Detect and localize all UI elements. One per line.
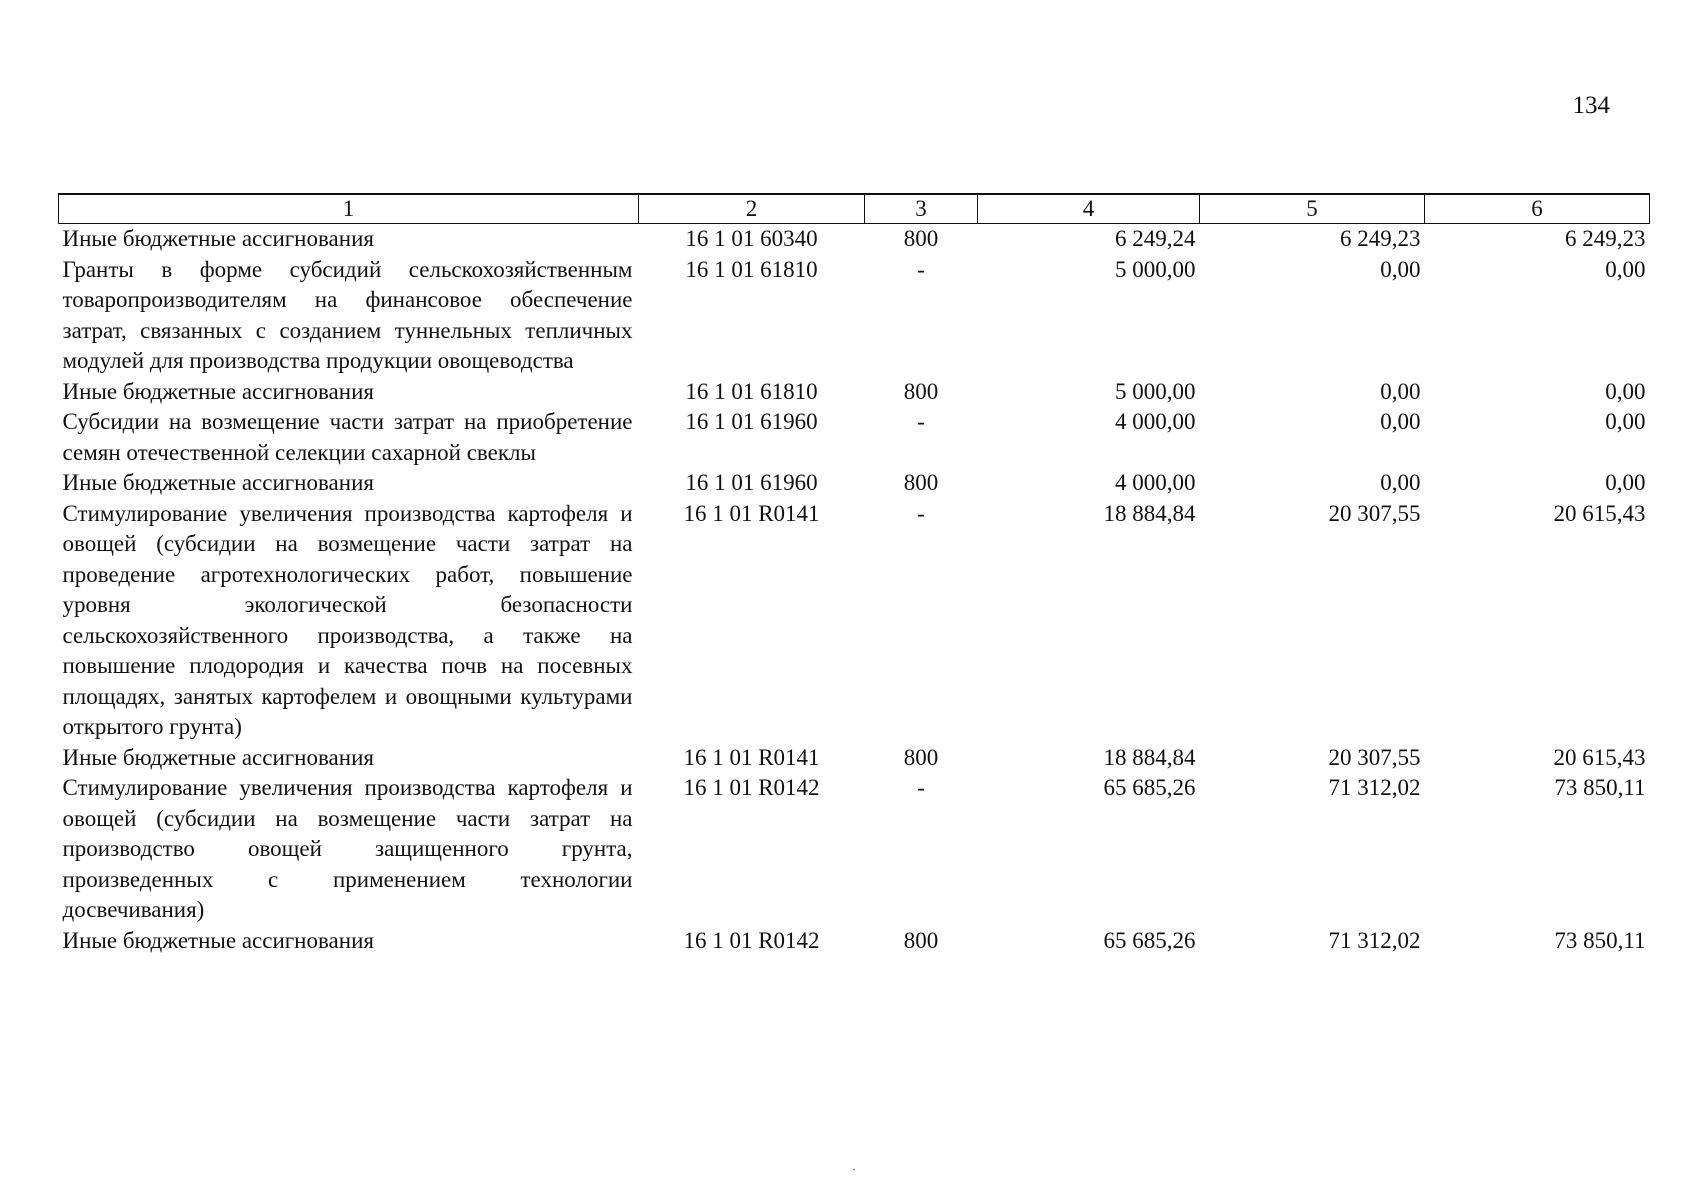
column-header: 1 xyxy=(59,194,639,224)
row-value-3: 0,00 xyxy=(1605,409,1646,434)
row-name: Иные бюджетные ассигнования xyxy=(62,378,374,404)
row-value-1: 5 000,00 xyxy=(1115,378,1196,404)
column-header: 5 xyxy=(1200,194,1425,224)
row-code: 16 1 01 61810 xyxy=(685,256,818,282)
row-value-2: 0,00 xyxy=(1380,256,1421,282)
row-name: Стимулирование увеличения производства картофеля и овощей (субсидии на возмещение части затрат на производство овощей защищенного грунта, произведенных с применением технологии досвечивания) xyxy=(62,775,633,922)
table-row xyxy=(59,499,1650,743)
row-value-3: 0,00 xyxy=(1605,378,1646,404)
table-row xyxy=(59,773,1650,926)
budget-table xyxy=(58,193,1650,956)
table-row xyxy=(59,743,1650,774)
row-value-3: 20 615,43 xyxy=(1553,500,1646,526)
row-value-1: 4 000,00 xyxy=(1115,470,1196,495)
row-value-2: 0,00 xyxy=(1380,378,1421,404)
row-value-1: 5 000,00 xyxy=(1115,256,1196,282)
row-value-2: 20 307,55 xyxy=(1328,500,1421,526)
row-kvr: 800 xyxy=(903,927,939,953)
column-header: 4 xyxy=(978,194,1200,224)
row-value-3: 73 850,11 xyxy=(1554,927,1646,953)
scan-speck: ˎ xyxy=(852,1157,856,1171)
row-value-2: 71 312,02 xyxy=(1328,927,1421,953)
row-name: Гранты в форме субсидий сельскохозяйственным товаропроизводителям на финансовое обеспечение затрат, связанных с созданием туннельных тепличных модулей для производства продукции овощеводства xyxy=(62,256,633,373)
row-value-3: 6 249,23 xyxy=(1565,226,1646,251)
row-value-1: 4 000,00 xyxy=(1115,409,1196,434)
column-header: 2 xyxy=(639,194,865,224)
row-kvr: 800 xyxy=(903,470,939,495)
row-code: 16 1 01 R0142 xyxy=(683,775,820,800)
row-code: 16 1 01 61960 xyxy=(685,470,818,495)
row-kvr: - xyxy=(917,256,925,282)
table-row xyxy=(59,377,1650,408)
row-value-3: 20 615,43 xyxy=(1553,744,1646,770)
column-header: 6 xyxy=(1425,194,1650,224)
row-kvr: - xyxy=(917,775,925,800)
row-value-2: 71 312,02 xyxy=(1328,775,1421,800)
row-kvr: 800 xyxy=(903,226,939,251)
row-code: 16 1 01 60340 xyxy=(685,226,818,251)
row-value-3: 0,00 xyxy=(1605,256,1646,282)
table-row xyxy=(59,255,1650,377)
row-code: 16 1 01 61960 xyxy=(685,409,818,434)
table-row xyxy=(59,224,1650,255)
table-row xyxy=(59,407,1650,468)
row-value-1: 18 884,84 xyxy=(1103,744,1196,770)
row-value-1: 18 884,84 xyxy=(1103,500,1196,526)
row-value-2: 6 249,23 xyxy=(1340,226,1421,251)
row-value-1: 65 685,26 xyxy=(1103,775,1196,800)
page-number: 134 xyxy=(1572,92,1610,119)
row-code: 16 1 01 61810 xyxy=(685,378,818,404)
row-value-3: 0,00 xyxy=(1605,470,1646,495)
row-kvr: 800 xyxy=(903,744,939,770)
header-row xyxy=(59,194,1650,224)
row-name: Иные бюджетные ассигнования xyxy=(62,744,374,770)
table-row xyxy=(59,926,1650,957)
row-value-2: 20 307,55 xyxy=(1328,744,1421,770)
row-name: Иные бюджетные ассигнования xyxy=(62,226,374,251)
table-row xyxy=(59,468,1650,499)
row-code: 16 1 01 R0142 xyxy=(683,927,820,953)
row-kvr: - xyxy=(917,409,925,434)
row-name: Субсидии на возмещение части затрат на приобретение семян отечественной селекции сахарной свеклы xyxy=(62,409,633,465)
row-name: Иные бюджетные ассигнования xyxy=(62,470,374,495)
row-value-2: 0,00 xyxy=(1380,409,1421,434)
row-value-3: 73 850,11 xyxy=(1554,775,1646,800)
row-name: Иные бюджетные ассигнования xyxy=(62,927,374,953)
row-kvr: 800 xyxy=(903,378,939,404)
row-kvr: - xyxy=(917,500,925,526)
row-code: 16 1 01 R0141 xyxy=(683,500,820,526)
row-value-1: 65 685,26 xyxy=(1103,927,1196,953)
row-value-2: 0,00 xyxy=(1380,470,1421,495)
row-code: 16 1 01 R0141 xyxy=(683,744,820,770)
row-name: Стимулирование увеличения производства картофеля и овощей (субсидии на возмещение части затрат на проведение агротехнологических работ, повышение уровня экологической безопасности сельскохозяйственного производства, а также на повышение плодородия и качества почв на посевных площадях, занятых картофелем и овощными культурами открытого грунта) xyxy=(62,500,633,739)
column-header: 3 xyxy=(865,194,978,224)
table-body xyxy=(59,224,1650,957)
table-header xyxy=(59,194,1650,224)
row-value-1: 6 249,24 xyxy=(1115,226,1196,251)
